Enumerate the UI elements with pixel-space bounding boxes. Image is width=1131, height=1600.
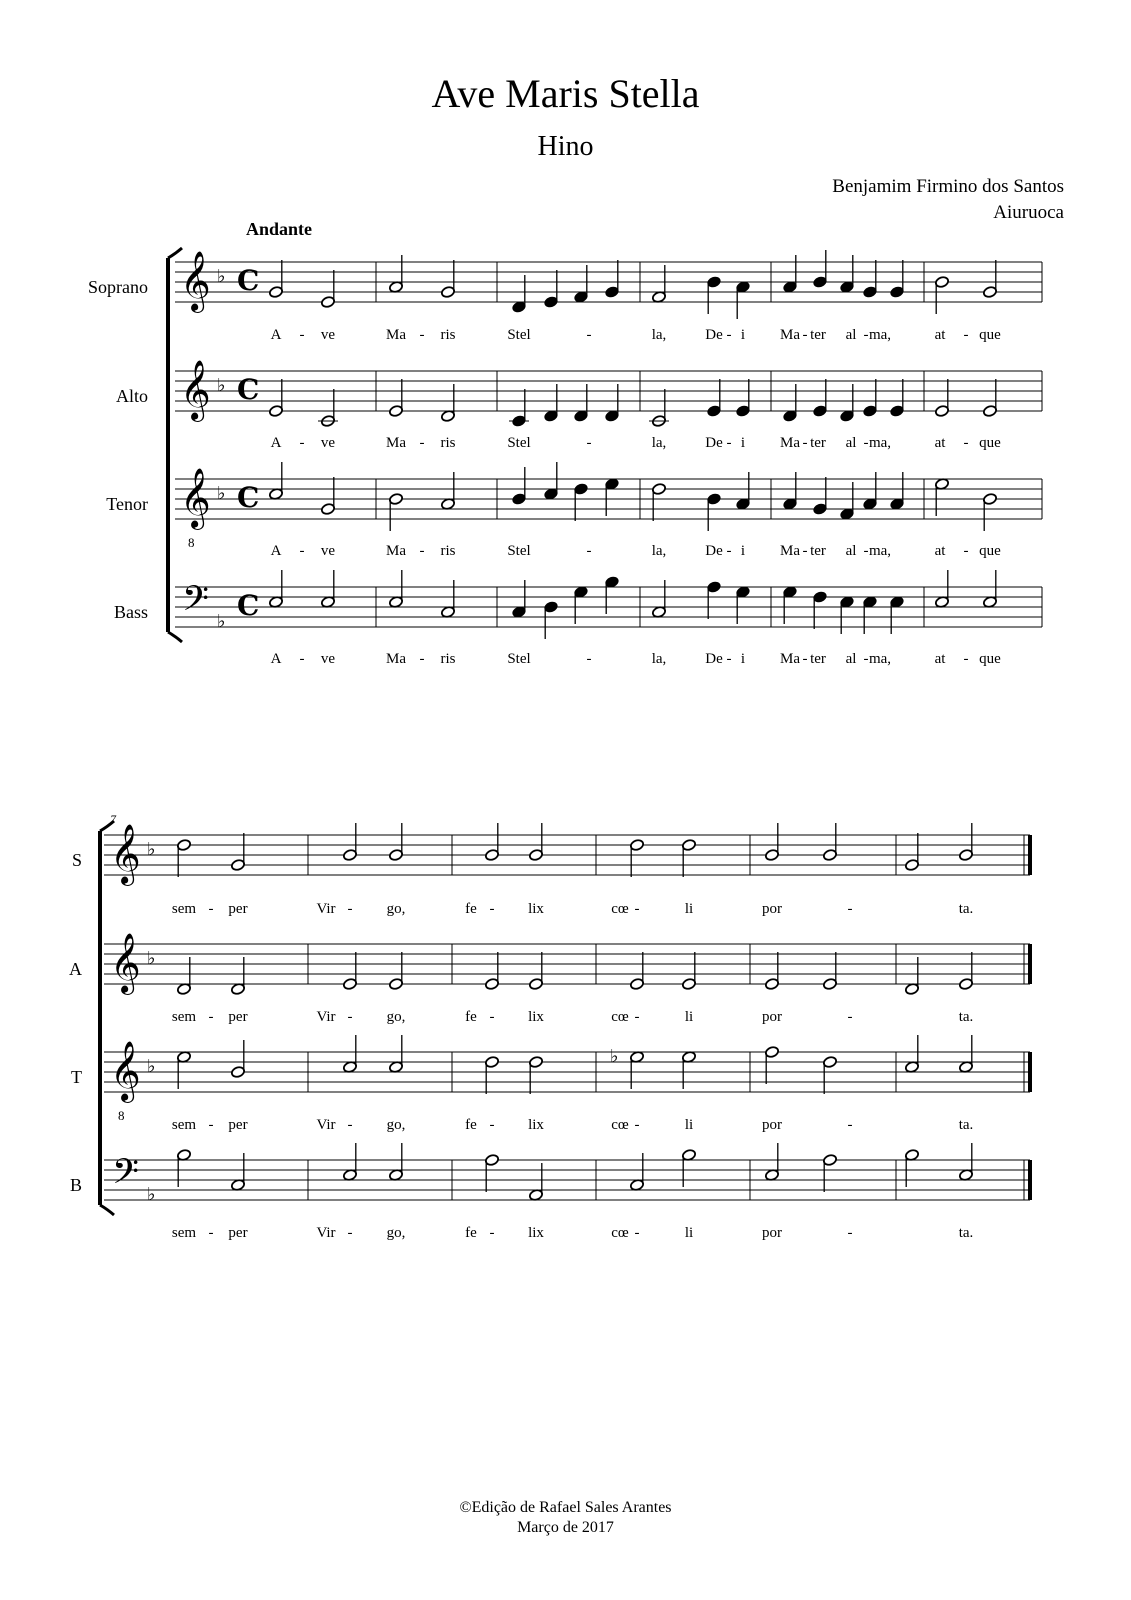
lyric-syllable: - — [802, 543, 808, 559]
lyric-syllable: - — [802, 327, 808, 343]
bass-clef: 𝄢 — [112, 1151, 140, 1200]
lyric-syllable: Vir — [316, 901, 336, 917]
key-flat: ♭ — [147, 948, 156, 969]
lyric-syllable: i — [740, 327, 746, 343]
lyric-syllable: ris — [440, 543, 456, 559]
treble-clef: 𝄞 — [180, 251, 211, 311]
lyric-syllable: que — [979, 543, 1001, 559]
lyric-syllable: - — [863, 651, 869, 667]
lyric-syllable: ta. — [958, 1225, 974, 1241]
lyric-syllable: ma, — [868, 543, 892, 559]
voice-label-b: B — [69, 1175, 82, 1195]
lyric-syllable: al — [845, 435, 857, 451]
lyric-syllable: Vir — [316, 1009, 336, 1025]
lyric-syllable: - — [863, 543, 869, 559]
lyric-syllable: ve — [320, 543, 336, 559]
composer-place: Aiuruoca — [993, 202, 1064, 223]
lyric-syllable: - — [586, 435, 592, 451]
lyric-syllable: A — [270, 543, 282, 559]
lyric-syllable: ter — [810, 543, 826, 559]
tenor-8: 8 — [188, 535, 195, 550]
lyric-syllable: at — [934, 327, 946, 343]
lyric-syllable: Ma — [386, 327, 406, 343]
voice-label-bass: Bass — [113, 602, 148, 622]
lyric-syllable: lix — [528, 901, 544, 917]
lyric-syllable: - — [863, 435, 869, 451]
lyric-syllable: - — [963, 435, 969, 451]
lyric-syllable: - — [208, 1117, 214, 1133]
lyric-syllable: - — [419, 435, 425, 451]
lyric-syllable: li — [684, 1009, 694, 1025]
lyric-syllable: ma, — [868, 435, 892, 451]
lyric-syllable: ta. — [958, 1117, 974, 1133]
lyric-syllable: ma, — [868, 651, 892, 667]
lyric-syllable: - — [419, 327, 425, 343]
lyric-syllable: lix — [528, 1225, 544, 1241]
lyric-syllable: Ma — [780, 543, 800, 559]
lyric-syllable: ter — [810, 435, 826, 451]
lyric-syllable: ve — [320, 651, 336, 667]
lyric-syllable: - — [634, 1225, 640, 1241]
lyric-syllable: - — [863, 327, 869, 343]
key-flat: ♭ — [217, 611, 226, 632]
lyric-syllable: sem — [171, 1009, 197, 1025]
lyric-syllable: i — [740, 543, 746, 559]
lyric-syllable: por — [762, 901, 782, 917]
measure-number: 7 — [110, 812, 116, 826]
lyric-syllable: fe — [465, 1009, 477, 1025]
lyric-syllable: per — [228, 1117, 248, 1133]
lyric-syllable: go, — [386, 1009, 406, 1025]
lyric-syllable: - — [347, 1117, 353, 1133]
lyric-syllable: la, — [651, 651, 667, 667]
lyric-syllable: - — [847, 1225, 853, 1241]
lyric-syllable: Ma — [780, 651, 800, 667]
lyric-syllable: - — [726, 435, 732, 451]
lyric-syllable: Vir — [316, 1117, 336, 1133]
lyric-syllable: - — [586, 327, 592, 343]
lyric-syllable: ta. — [958, 901, 974, 917]
lyric-syllable: fe — [465, 901, 477, 917]
lyric-syllable: A — [270, 327, 282, 343]
lyric-syllable: De — [705, 651, 723, 667]
lyric-syllable: sem — [171, 1117, 197, 1133]
treble-clef: 𝄞 — [180, 360, 211, 420]
lyric-syllable: - — [299, 327, 305, 343]
lyric-syllable: cœ — [611, 1117, 629, 1133]
lyric-syllable: Ma — [780, 435, 800, 451]
lyric-syllable: ris — [440, 651, 456, 667]
lyric-syllable: Ma — [386, 543, 406, 559]
lyric-syllable: De — [705, 435, 723, 451]
lyric-syllable: - — [802, 435, 808, 451]
lyric-syllable: que — [979, 327, 1001, 343]
lyric-syllable: - — [963, 543, 969, 559]
lyric-syllable: i — [740, 435, 746, 451]
key-flat: ♭ — [147, 1184, 156, 1205]
lyric-syllable: cœ — [611, 1009, 629, 1025]
treble-clef: 𝄞 — [110, 1041, 141, 1101]
score-title: Ave Maris Stella — [431, 71, 700, 116]
lyric-syllable: - — [586, 651, 592, 667]
time-signature: C — [237, 589, 260, 622]
bracket-bottom — [100, 1205, 114, 1215]
treble-clef: 𝄞 — [110, 933, 141, 993]
lyric-syllable: - — [347, 1225, 353, 1241]
lyric-syllable: - — [586, 543, 592, 559]
bracket-bottom — [168, 632, 182, 642]
lyric-syllable: - — [726, 327, 732, 343]
lyric-syllable: - — [847, 1009, 853, 1025]
lyric-syllable: i — [740, 651, 746, 667]
lyric-syllable: A — [270, 651, 282, 667]
lyric-syllable: Stel — [507, 543, 531, 559]
lyric-syllable: per — [228, 1009, 248, 1025]
lyric-syllable: - — [208, 901, 214, 917]
lyric-syllable: - — [347, 901, 353, 917]
lyric-syllable: - — [208, 1225, 214, 1241]
lyric-syllable: fe — [465, 1225, 477, 1241]
voice-label-alto: Alto — [115, 386, 148, 406]
lyric-syllable: cœ — [611, 1225, 629, 1241]
lyric-syllable: lix — [528, 1009, 544, 1025]
lyric-syllable: ter — [810, 327, 826, 343]
lyric-syllable: per — [228, 1225, 248, 1241]
lyric-syllable: - — [634, 901, 640, 917]
lyric-syllable: at — [934, 543, 946, 559]
lyric-syllable: - — [847, 1117, 853, 1133]
lyric-syllable: ta. — [958, 1009, 974, 1025]
lyric-syllable: li — [684, 1117, 694, 1133]
lyric-syllable: go, — [386, 1225, 406, 1241]
lyric-syllable: al — [845, 327, 857, 343]
lyric-syllable: li — [684, 1225, 694, 1241]
lyric-syllable: - — [299, 651, 305, 667]
tempo-marking: Andante — [246, 219, 313, 239]
time-signature: C — [237, 264, 260, 297]
lyric-syllable: ris — [440, 435, 456, 451]
lyric-syllable: go, — [386, 901, 406, 917]
score-subtitle: Hino — [537, 131, 594, 162]
voice-label-tenor: Tenor — [106, 494, 148, 514]
bass-clef: 𝄢 — [182, 578, 210, 627]
lyric-syllable: cœ — [611, 901, 629, 917]
lyric-syllable: ris — [440, 327, 456, 343]
lyric-syllable: ma, — [868, 327, 892, 343]
lyric-syllable: - — [419, 651, 425, 667]
lyric-syllable: por — [762, 1117, 782, 1133]
time-signature: C — [237, 481, 260, 514]
lyric-syllable: - — [489, 901, 495, 917]
lyric-syllable: al — [845, 651, 857, 667]
lyric-syllable: at — [934, 435, 946, 451]
lyric-syllable: - — [963, 651, 969, 667]
lyric-syllable: sem — [171, 1225, 197, 1241]
lyric-syllable: - — [726, 651, 732, 667]
lyric-syllable: ve — [320, 327, 336, 343]
voice-label-soprano: Soprano — [88, 277, 148, 297]
lyric-syllable: lix — [528, 1117, 544, 1133]
key-flat: ♭ — [147, 1056, 156, 1077]
lyric-syllable: por — [762, 1225, 782, 1241]
lyric-syllable: Stel — [507, 651, 531, 667]
key-flat: ♭ — [217, 375, 226, 396]
composer-name: Benjamim Firmino dos Santos — [832, 176, 1064, 197]
lyric-syllable: - — [634, 1117, 640, 1133]
lyric-syllable: por — [762, 1009, 782, 1025]
lyric-syllable: at — [934, 651, 946, 667]
voice-label-t: T — [71, 1067, 82, 1087]
lyric-syllable: A — [270, 435, 282, 451]
lyric-syllable: - — [347, 1009, 353, 1025]
lyric-syllable: la, — [651, 435, 667, 451]
lyric-syllable: Stel — [507, 327, 531, 343]
lyric-syllable: - — [634, 1009, 640, 1025]
lyric-syllable: - — [489, 1009, 495, 1025]
lyric-syllable: - — [299, 435, 305, 451]
lyric-syllable: per — [228, 901, 248, 917]
lyric-syllable: - — [208, 1009, 214, 1025]
lyric-syllable: que — [979, 435, 1001, 451]
lyric-syllable: Vir — [316, 1225, 336, 1241]
lyric-syllable: ve — [320, 435, 336, 451]
lyric-syllable: - — [419, 543, 425, 559]
lyric-syllable: fe — [465, 1117, 477, 1133]
lyric-syllable: la, — [651, 543, 667, 559]
lyric-syllable: Ma — [780, 327, 800, 343]
lyric-syllable: la, — [651, 327, 667, 343]
lyric-syllable: al — [845, 543, 857, 559]
lyric-syllable: - — [963, 327, 969, 343]
voice-label-s: S — [71, 850, 82, 870]
lyric-syllable: go, — [386, 1117, 406, 1133]
voice-label-a: A — [69, 959, 82, 979]
lyric-syllable: De — [705, 327, 723, 343]
tenor-8: 8 — [118, 1108, 125, 1123]
accidental-flat: ♭ — [610, 1046, 619, 1067]
lyric-syllable: Stel — [507, 435, 531, 451]
lyric-syllable: ter — [810, 651, 826, 667]
key-flat: ♭ — [147, 839, 156, 860]
lyric-syllable: Ma — [386, 435, 406, 451]
lyric-syllable: - — [489, 1225, 495, 1241]
time-signature: C — [237, 373, 260, 406]
lyric-syllable: - — [847, 901, 853, 917]
edition-credit: ©Edição de Rafael Sales Arantes — [459, 1499, 672, 1516]
lyric-syllable: - — [489, 1117, 495, 1133]
lyric-syllable: que — [979, 651, 1001, 667]
treble-clef: 𝄞 — [110, 824, 141, 884]
lyric-syllable: - — [299, 543, 305, 559]
lyric-syllable: De — [705, 543, 723, 559]
lyric-syllable: sem — [171, 901, 197, 917]
edition-date: Março de 2017 — [517, 1519, 614, 1536]
lyric-syllable: - — [802, 651, 808, 667]
key-flat: ♭ — [217, 266, 226, 287]
treble-clef: 𝄞 — [180, 468, 211, 528]
lyric-syllable: - — [726, 543, 732, 559]
key-flat: ♭ — [217, 483, 226, 504]
lyric-syllable: Ma — [386, 651, 406, 667]
lyric-syllable: li — [684, 901, 694, 917]
